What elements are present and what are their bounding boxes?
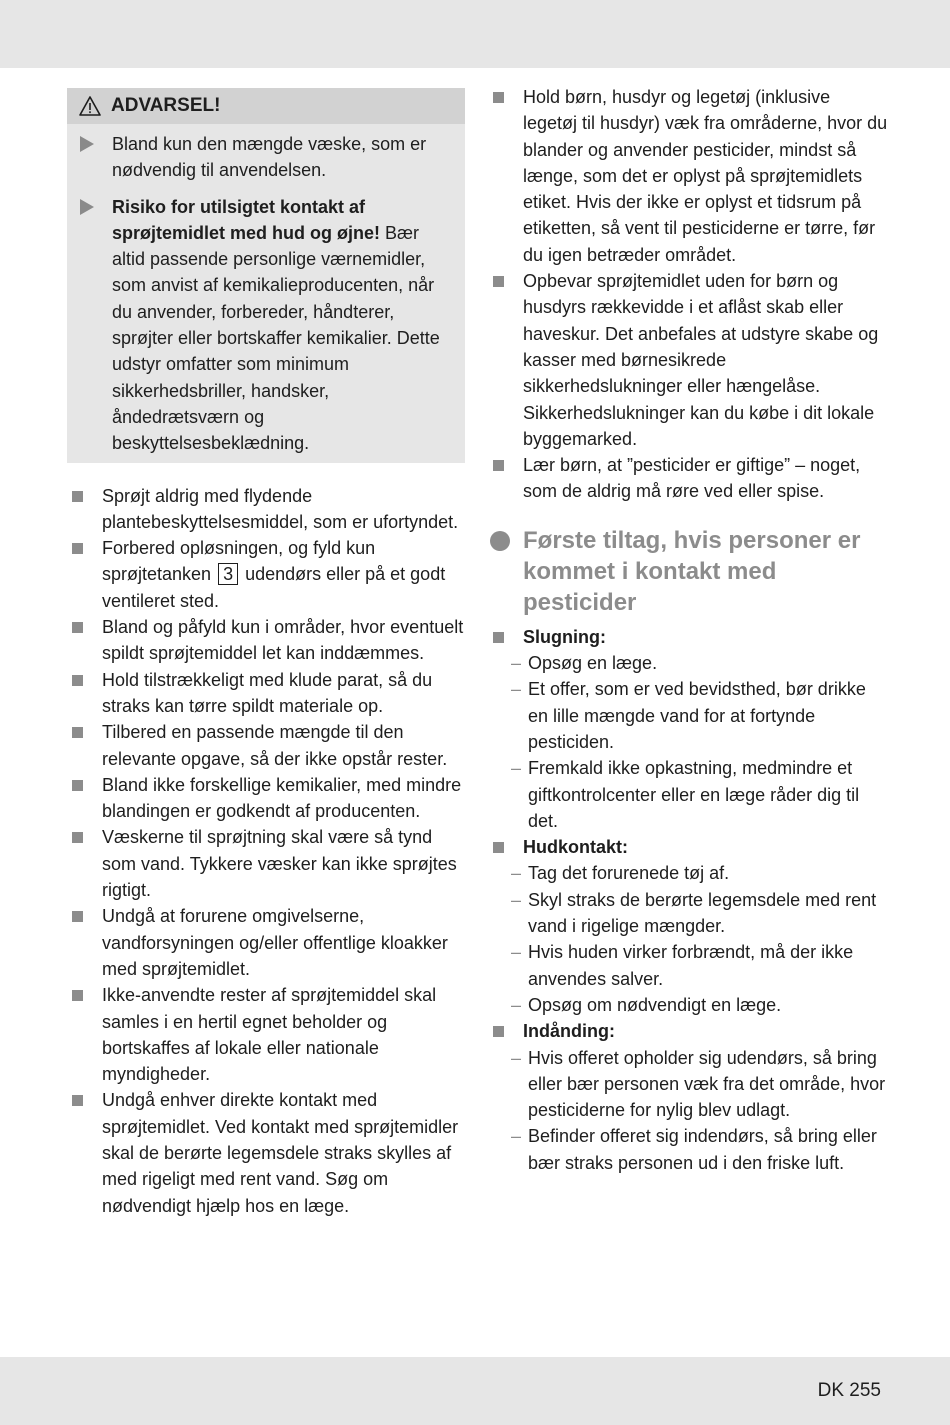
group-heading: Hudkontakt: [523,837,628,858]
first-aid-section-heading [488,525,888,618]
list-item-text: Bland og påfyld kun i områder, hvor eventuelt spildt sprøjtemiddel let kan inddæmmes. [102,617,464,664]
triangle-bullet-icon [80,199,94,215]
dash-item-text: Et offer, som er ved bevidsthed, bør drikke en lille mængde vand for at fortynde pesticiden. [528,679,866,752]
list-item [488,268,888,452]
square-bullet-icon [493,92,504,103]
dash-bullet: – [511,942,522,963]
warning-item-bold: Risiko for utilsigtet kontakt af sprøjtemidlet med hud og øjne! [112,196,381,243]
triangle-bullet-icon [80,136,94,152]
list-item-text: Forbered opløsningen, og fyld kun sprøjtetanken [102,538,376,585]
square-bullet-icon [493,842,504,853]
list-item-text: Opbevar sprøjtemidlet uden for børn og husdyrs rækkevidde i et aflåst skab eller haveskur. Det anbefales at udstyre skabe og kasser med børnesikrede sikkerhedslukninger eller hængelåse. Sikkerhedslukninger kan du købe i dit lokale byggemarked. [523,271,879,449]
dash-item-text: Hvis offeret opholder sig udendørs, så bring eller bær personen væk fra det område, hvor pesticiderne for nylig blev udlagt. [528,1047,886,1121]
dash-bullet: – [511,863,522,884]
list-item-text: Undgå enhver direkte kontakt med sprøjtemidlet. Ved kontakt med sprøjtemidler skal de berørte legemsdele straks skylles af med rigeligt med rent vand. Søg om nødvendigt hjælp hos en læge. [102,1090,459,1216]
dash-item-text: Tag det forurenede tøj af. [528,863,730,884]
warning-item-text: Bær altid passende personlige værnemidler, som anvist af kemikalieproducenten, når du anvender, forbereder, håndterer, sprøjter eller bortskaffer kemikalier. Dette udstyr omfatter som minimum sikkerhedsbriller, handsker, åndedrætsværn og beskyttelsesbeklædning. [112,222,440,454]
list-item-text: Væskerne til sprøjtning skal være så tynd som vand. Tykkere væsker kan ikke sprøjtes rigtigt. [102,827,457,901]
left-column [67,88,465,1219]
warning-header [67,88,465,124]
list-item [67,719,465,772]
group-heading: Indånding: [523,1021,615,1042]
warning-title: ADVARSEL! [111,94,221,116]
footer-bar [0,1357,950,1425]
list-item [67,667,465,720]
header-bar [0,0,950,68]
page-number: DK 255 [817,1380,881,1401]
list-item-text: Hold tilstrækkeligt med klude parat, så du straks kan tørre spildt materiale op. [102,669,433,716]
dash-item [508,676,888,755]
dash-item-text: Skyl straks de berørte legemsdele med rent vand i rigelige mængder. [528,889,877,937]
dash-item [508,992,888,1018]
dash-item-text: Opsøg en læge. [528,653,658,674]
list-item [67,772,465,825]
list-item [488,452,888,505]
right-bullet-list [488,84,888,505]
dash-item [508,939,888,992]
list-item [67,903,465,982]
square-bullet-icon [493,276,504,287]
dash-bullet: – [511,994,522,1015]
section-title: Første tiltag, hvis personer er kommet i kontakt med pesticider [523,526,861,616]
square-bullet-icon [493,460,504,471]
dash-bullet: – [511,1047,522,1068]
dash-item-text: Opsøg om nødvendigt en læge. [528,994,782,1015]
square-bullet-icon [72,491,83,502]
warning-item [67,194,465,457]
square-bullet-icon [72,990,83,1001]
dash-bullet: – [511,679,522,700]
dash-bullet: – [511,889,522,910]
warning-item [67,131,465,184]
dash-item [508,1045,888,1124]
square-bullet-icon [72,727,83,738]
dash-bullet: – [511,653,522,674]
warning-box [67,88,465,463]
list-item [67,824,465,903]
square-bullet-icon [72,675,83,686]
dash-list [508,650,888,834]
square-bullet-icon [72,780,83,791]
dash-item-text: Befinder offeret sig indendørs, så bring eller bær straks personen ud i den friske luft. [528,1126,877,1173]
list-item [67,483,465,536]
list-item-text: Ikke-anvendte rester af sprøjtemiddel skal samles i en hertil egnet beholder og bortskaffes af lokale eller nationale myndigheder. [102,985,437,1085]
dash-item-text: Fremkald ikke opkastning, medmindre et giftkontrolcenter eller en læge råder dig til det. [528,758,860,831]
dash-item [508,860,888,886]
list-item-text: Lær børn, at ”pesticider er giftige” – noget, som de aldrig må røre ved eller spise. [523,455,861,502]
square-bullet-icon [72,911,83,922]
square-bullet-icon [72,832,83,843]
list-item [488,84,888,268]
list-item [67,1087,465,1218]
dash-item [508,650,888,676]
dash-bullet: – [511,758,522,779]
section-dot-icon [490,531,510,551]
list-item-text: udendørs eller på et godt ventileret sted. [102,564,446,611]
list-item-text: Undgå at forurene omgivelserne, vandforsyningen og/eller offentlige kloakker med sprøjtemidlet. [102,906,448,979]
square-bullet-icon [72,543,83,554]
warning-item-text: Bland kun den mængde væske, som er nødvendig til anvendelsen. [112,134,427,181]
right-column [488,84,888,1176]
first-aid-group [488,1018,888,1176]
square-bullet-icon [493,1026,504,1037]
list-item [67,535,465,614]
list-item [67,982,465,1087]
dash-list [508,860,888,1018]
list-item [67,614,465,667]
list-item-text: Tilbered en passende mængde til den relevante opgave, så der ikke opstår rester. [102,722,448,769]
dash-list [508,1045,888,1176]
square-bullet-icon [72,622,83,633]
list-item-text: Bland ikke forskellige kemikalier, med mindre blandingen er godkendt af producenten. [102,774,462,822]
part-reference: 3 [218,563,238,585]
dash-item [508,755,888,834]
list-item-text: Hold børn, husdyr og legetøj (inklusive legetøj til husdyr) væk fra områderne, hvor du blander og anvender pesticider, mindst så længe, som det er oplyst på sprøjtemidlets etiket. Hvis der ikke er oplyst et tidsrum på etiketten, så vent til pesticiderne er tørre, før du igen betræder området. [523,87,888,265]
group-heading: Slugning: [523,626,606,647]
square-bullet-icon [72,1095,83,1106]
warning-triangle-icon [79,96,101,116]
first-aid-group [488,624,888,834]
first-aid-list [488,624,888,1176]
dash-item [508,1123,888,1176]
list-item-text: Sprøjt aldrig med flydende plantebeskyttelsesmiddel, som er ufortyndet. [102,485,459,532]
dash-bullet: – [511,1126,522,1147]
square-bullet-icon [493,632,504,643]
left-bullet-list [67,483,465,1219]
dash-item-text: Hvis huden virker forbrændt, må der ikke anvendes salver. [528,942,854,989]
dash-item [508,887,888,940]
first-aid-group [488,834,888,1018]
